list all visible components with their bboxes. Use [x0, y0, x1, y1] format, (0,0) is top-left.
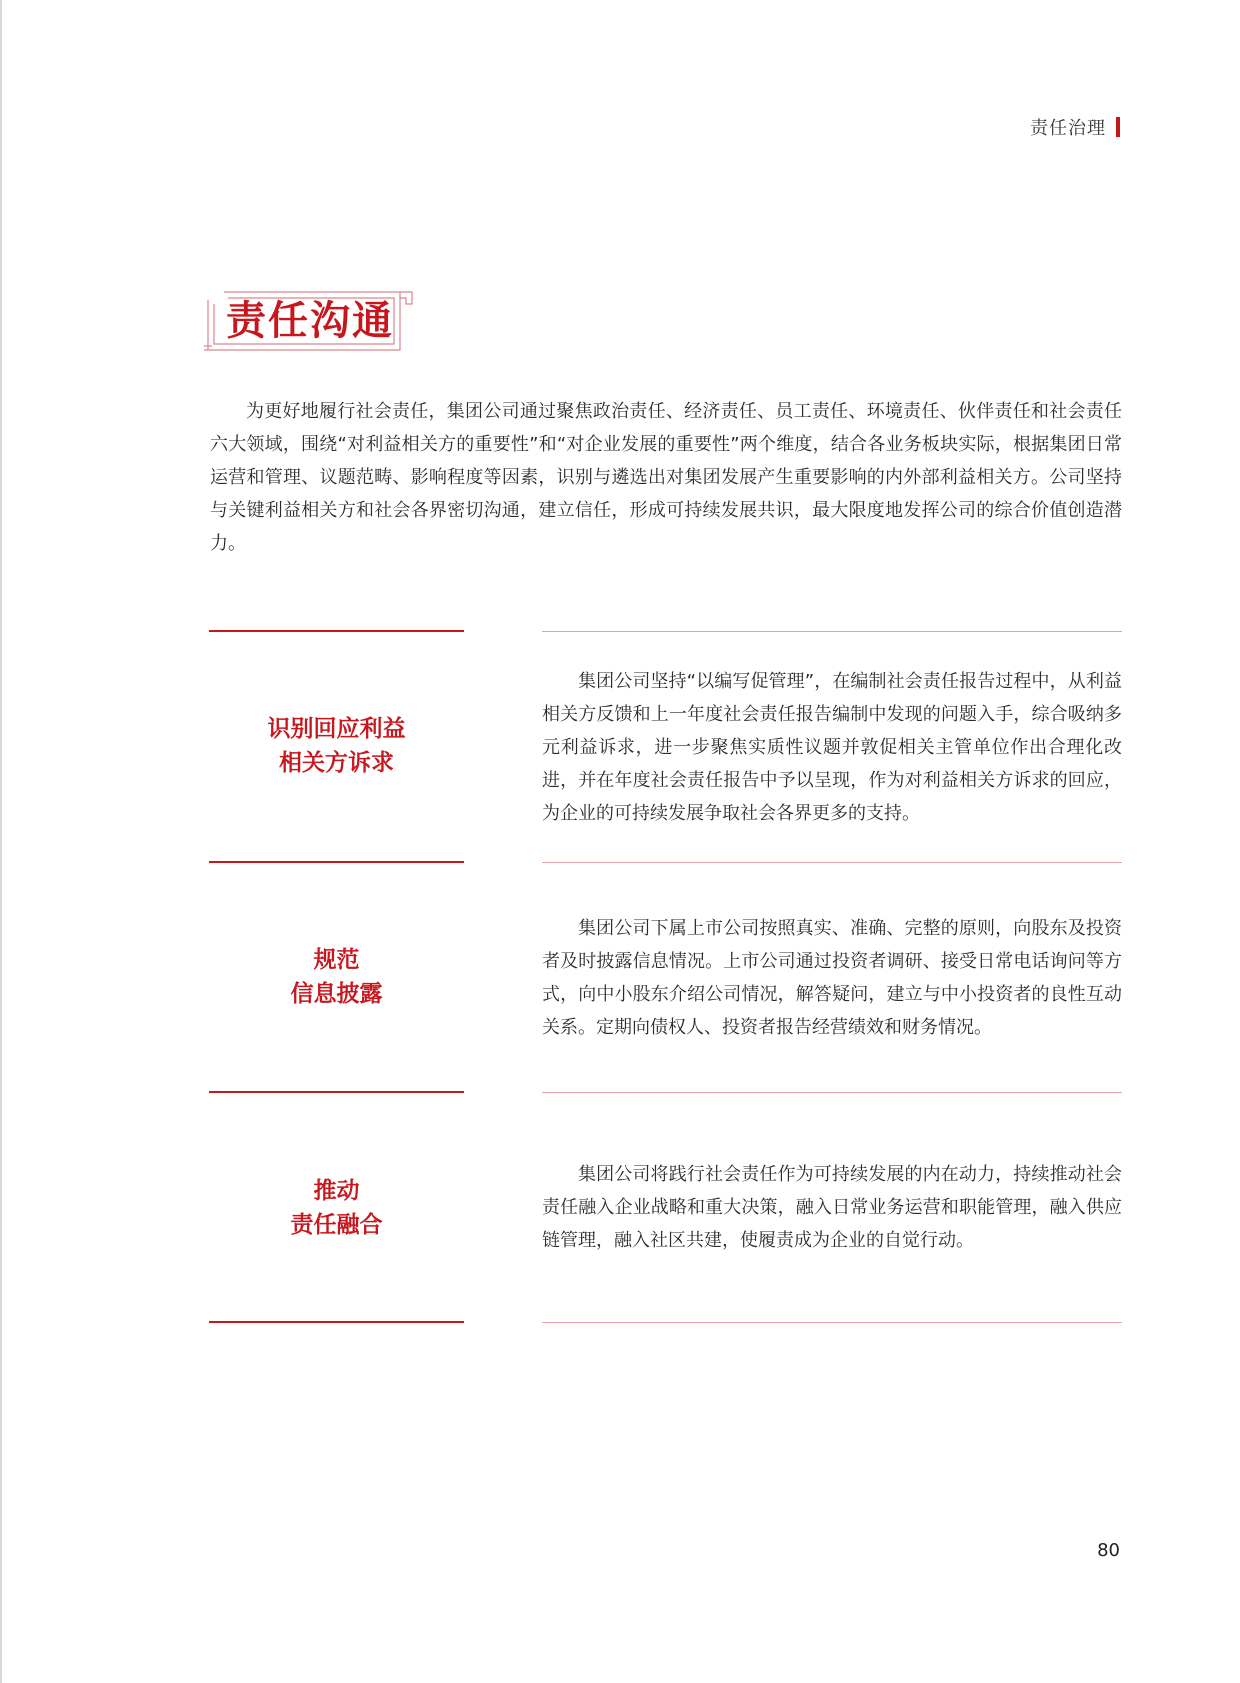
section-3-body: 集团公司将践行社会责任作为可持续发展的内在动力，持续推动社会责任融入企业战略和重大决策，融入日常业务运营和职能管理，融入供应链管理，融入社区共建，使履责成为企业的自觉行动。 [542, 1164, 1122, 1251]
section-3-title-line1: 推动 [313, 1178, 360, 1204]
section-title-block [204, 288, 416, 354]
header-accent-bar [1116, 117, 1120, 137]
section-2-title-line2: 信息披露 [290, 981, 383, 1007]
section-1-title-line1: 识别回应利益 [267, 716, 406, 742]
page-title: 责任沟通 [226, 298, 394, 344]
intro-paragraph: 为更好地履行社会责任，集团公司通过聚焦政治责任、经济责任、员工责任、环境责任、伙伴责任和社会责任六大领域，围绕“对利益相关方的重要性”和“对企业发展的重要性”两个维度，结合各业务板块实际，根据集团日常运营和管理、议题范畴、影响程度等因素，识别与遴选出对集团发展产生重要影响的内外部利益相关方。公司坚持与关键利益相关方和社会各界密切沟通，建立信任，形成可持续发展共识，最大限度地发挥公司的综合价值创造潜力。 [210, 401, 1122, 554]
section-3-top-rule-right [542, 1092, 1122, 1093]
section-2-title [209, 943, 464, 1011]
page-number: 80 [1097, 1540, 1120, 1561]
section-1-title [209, 712, 464, 780]
section-3-bottom-rule-left [209, 1321, 464, 1323]
running-header [1030, 114, 1120, 140]
section-2-body: 集团公司下属上市公司按照真实、准确、完整的原则，向股东及投资者及时披露信息情况。上市公司通过投资者调研、接受日常电话询问等方式，向中小股东介绍公司情况，解答疑问，建立与中小投资者的良性互动关系。定期向债权人、投资者报告经营绩效和财务情况。 [542, 918, 1122, 1038]
section-2-top-rule-left [209, 861, 464, 863]
section-3-title-line2: 责任融合 [290, 1212, 383, 1238]
page-edge [0, 0, 2, 1683]
section-1-title-line2: 相关方诉求 [279, 750, 394, 776]
running-header-label: 责任治理 [1030, 118, 1106, 139]
section-3-title [209, 1174, 464, 1242]
section-1-top-rule-left [209, 630, 464, 632]
section-1-body: 集团公司坚持“以编写促管理”，在编制社会责任报告过程中，从利益相关方反馈和上一年度社会责任报告编制中发现的问题入手，综合吸纳多元利益诉求，进一步聚焦实质性议题并敦促相关主管单位作出合理化改进，并在年度社会责任报告中予以呈现，作为对利益相关方诉求的回应，为企业的可持续发展争取社会各界更多的支持。 [542, 671, 1122, 824]
section-3-top-rule-left [209, 1091, 464, 1093]
section-2-top-rule-right [542, 862, 1122, 863]
section-2-title-line1: 规范 [313, 947, 360, 973]
section-3-bottom-rule-right [542, 1322, 1122, 1323]
section-1-top-rule-right [542, 631, 1122, 632]
